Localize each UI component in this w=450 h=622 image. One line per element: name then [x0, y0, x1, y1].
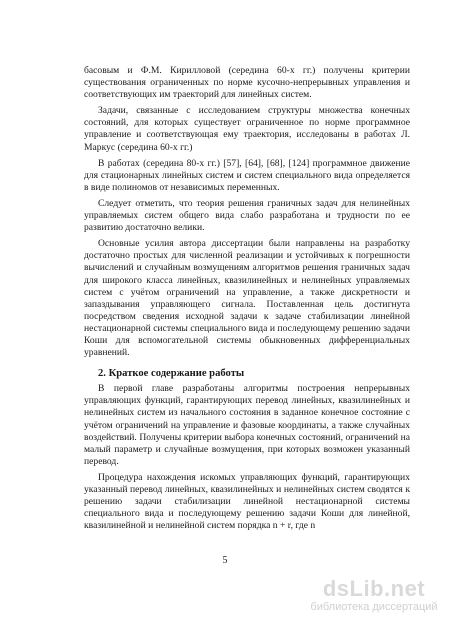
paragraph-3: В работах (середина 80-х гг.) [57], [64], [68], [124] программное движение для стационарных линейных систем и систем специального вида определяется в виде полиномов от независимых переменных. [84, 157, 410, 193]
section-paragraph-2: Процедура нахождения искомых управляющих функций, гарантирующих указанный перевод линейных, квазилинейных и нелинейных систем сводятся к решению задачи стабилизации линейной нестационарной системы специального вида и последующему решению задачи Коши для линейной, квазилинейной и нелинейной систем порядка n + r, где n [84, 471, 410, 532]
section-heading: 2. Краткое содержание работы [98, 368, 245, 380]
watermark-logo: dsLib.net [322, 576, 426, 601]
watermark-tagline: библиотека диссертаций [310, 601, 438, 613]
paragraph-1: басовым и Ф.М. Кирилловой (середина 60-х гг.) получены критерии существования ограниченных по норме кусочно-непрерывных управления и соответствующих им траекторий для линейных систем. [84, 65, 410, 101]
paragraph-4: Следует отметить, что теория решения граничных задач для нелинейных управляемых систем общего вида слабо разработана и трудности по ее развитию достаточно велики. [84, 197, 410, 234]
watermark [308, 577, 440, 614]
section-paragraph-1: В первой главе разработаны алгоритмы построения непрерывных управляющих функций, гарантирующих перевод линейных, квазилинейных и нелинейных систем из начального состояния в заданное конечное состояние с учётом ограничений на управление и фазовые координаты, а также случайных воздействий. Получены критерии выбора конечных состояний, ограничений на малый параметр и случайные возмущения, при которых возможен указанный перевод. [84, 383, 410, 467]
body-text [84, 65, 410, 536]
paragraph-5: Основные усилия автора диссертации были направлены на разработку достаточно простых для численной реализации и устойчивых к погрешности вычислений и случайным возмущениям алгоритмов решения граничных задач для широкого класса линейных, квазилинейных и нелинейных управляемых систем с учётом ограничений на управление, а также дискретности и запаздывания управляющего сигнала. Поставленная цель достигнута посредством сведения исходной задачи к задаче стабилизации линейной нестационарной системы специального вида и последующему решению задачи Коши для вспомогательной системы обыкновенных дифференциальных уравнений. [84, 238, 410, 359]
paragraph-2: Задачи, связанные с исследованием структуры множества конечных состояний, для которых существует ограниченное по норме программное управление и соответствующая ему траектория, исследованы в работах Л. Маркус (середина 60-х гг.) [84, 105, 410, 153]
page-number: 5 [222, 555, 228, 566]
